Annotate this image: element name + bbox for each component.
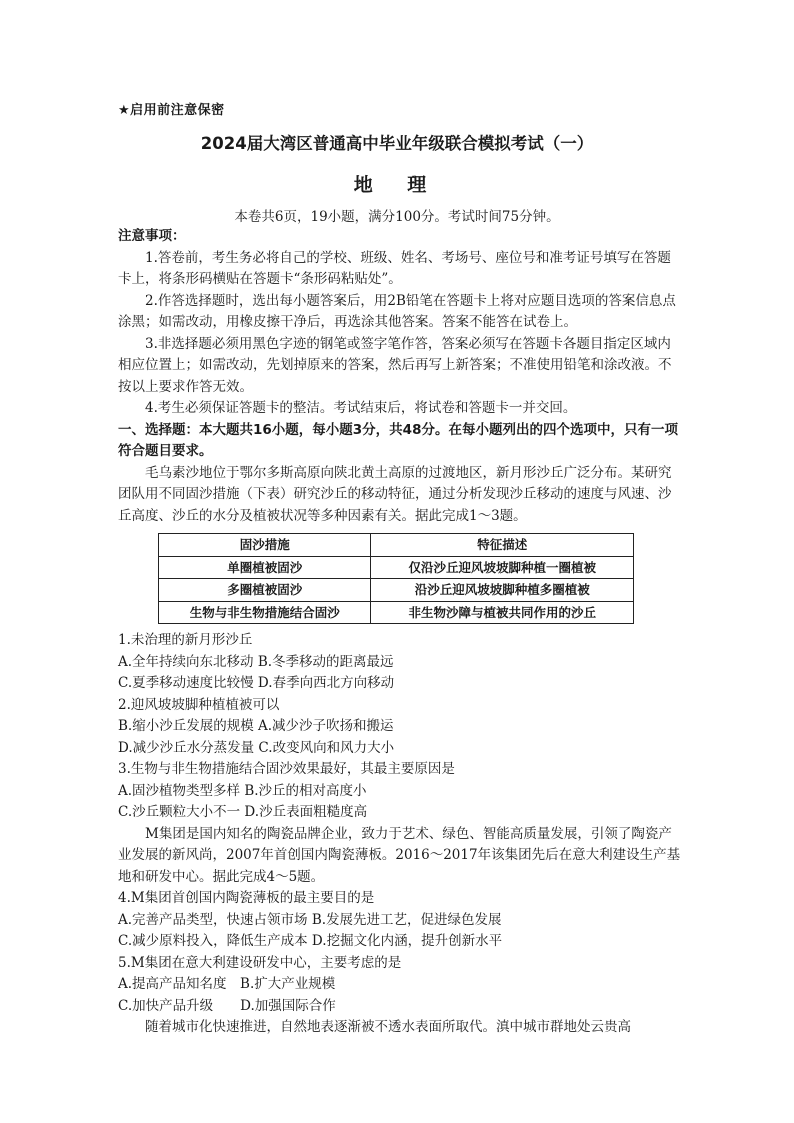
- note-item: 1.答卷前，考生务必将自己的学校、班级、姓名、考场号、座位号和准考证号填写在答题卡上，将条形码横贴在答题卡“条形码粘贴处”。: [118, 249, 671, 287]
- table-cell: 非生物沙障与植被共同作用的沙丘: [371, 601, 634, 624]
- question-options: C.夏季移动速度比较慢 D.春季向西北方向移动: [118, 675, 395, 691]
- exam-info: 本卷共6页，19小题，满分100分。考试时间75分钟。: [234, 209, 560, 225]
- question-options: A.完善产品类型，快速占领市场 B.发展先进工艺，促进绿色发展: [118, 911, 502, 928]
- table-header-row: [159, 534, 634, 557]
- question-stem: 2.迎风坡坡脚种植植被可以: [118, 696, 280, 713]
- table-cell: 单圈植被固沙: [159, 556, 371, 579]
- table-row: [159, 601, 634, 624]
- table-row: [159, 579, 634, 602]
- section-heading: 一、选择题：本大题共16小题，每小题3分，共48分。在每小题列出的四个选项中，只有一项符合题目要求。: [118, 421, 678, 459]
- question-stem: 5.M集团在意大利建设研发中心，主要考虑的是: [118, 954, 402, 971]
- question-options: A.固沙植物类型多样 B.沙丘的相对高度小: [118, 782, 367, 799]
- table-cell: 沿沙丘迎风坡坡脚种植多圈植被: [371, 579, 634, 602]
- table-cell: 仅沿沙丘迎风坡坡脚种植一圈植被: [371, 556, 634, 579]
- table-cell: 多圈植被固沙: [159, 579, 371, 602]
- question-stem: 3.生物与非生物措施结合固沙效果最好，其最主要原因是: [118, 761, 455, 777]
- exam-title: 2024届大湾区普通高中毕业年级联合模拟考试（一）: [200, 134, 594, 153]
- question-options: D.减少沙丘水分蒸发量 C.改变风向和风力大小: [118, 739, 395, 756]
- table-cell: 生物与非生物措施结合固沙: [159, 601, 371, 624]
- notes-label: 注意事项：: [118, 228, 186, 244]
- passage-3: 随着城市化快速推进，自然地表逐渐被不透水表面所取代。滇中城市群地处云贵高: [145, 1019, 631, 1035]
- question-options: C.沙丘颗粒大小不一 D.沙丘表面粗糙度高: [118, 804, 368, 820]
- subject-title: 地 理: [353, 174, 441, 196]
- question-options: A.提高产品知名度 B.扩大产业规模: [118, 976, 336, 992]
- note-item: 2.作答选择题时，选出每小题答案后，用2B铅笔在答题卡上将对应题目选项的答案信息点涂黑；如需改动，用橡皮擦干净后，再选涂其他答案。答案不能答在试卷上。: [118, 292, 676, 330]
- note-item: 3.非选择题必须用黑色字迹的钢笔或签字笔作答，答案必须写在答题卡各题目指定区域内相应位置上；如需改动，先划掉原来的答案，然后再写上新答案；不准使用铅笔和涂改液。不按以上要求作答无效。: [118, 335, 672, 395]
- passage-2: M集团是国内知名的陶瓷品牌企业，致力于艺术、绿色、智能高质量发展，引领了陶瓷产业发展的新风尚，2007年首创国内陶瓷薄板。2016～2017年该集团先后在意大利建设生产基地和研发中心。据此完成4～5题。: [118, 825, 681, 885]
- question-options: A.全年持续向东北移动 B.冬季移动的距离最远: [118, 653, 394, 670]
- table-header-measure: 固沙措施: [159, 534, 371, 557]
- question-options: C.加快产品升级 D.加强国际合作: [118, 997, 336, 1014]
- exam-body: [118, 226, 683, 1039]
- table-row: [159, 556, 634, 579]
- question-stem: 4.M集团首创国内陶瓷薄板的最主要目的是: [118, 890, 375, 906]
- passage-1: 毛乌素沙地位于鄂尔多斯高原向陕北黄土高原的过渡地区，新月形沙丘广泛分布。某研究团队用不同固沙措施（下表）研究沙丘的移动特征，通过分析发现沙丘移动的速度与风速、沙丘高度、沙丘的水分及植被状况等多种因素有关。据此完成1～3题。: [118, 464, 672, 524]
- table-header-description: 特征描述: [371, 534, 634, 557]
- sand-fixing-table: [158, 533, 634, 624]
- confidential-mark: ★启用前注意保密: [118, 103, 225, 118]
- note-item: 4.考生必须保证答题卡的整洁。考试结束后，将试卷和答题卡一并交回。: [145, 400, 577, 416]
- question-stem: 1.未治理的新月形沙丘: [118, 632, 253, 648]
- question-options: C.减少原料投入，降低生产成本 D.挖掘文化内涵，提升创新水平: [118, 933, 503, 949]
- question-options: B.缩小沙丘发展的规模 A.减少沙子吹扬和搬运: [118, 718, 394, 734]
